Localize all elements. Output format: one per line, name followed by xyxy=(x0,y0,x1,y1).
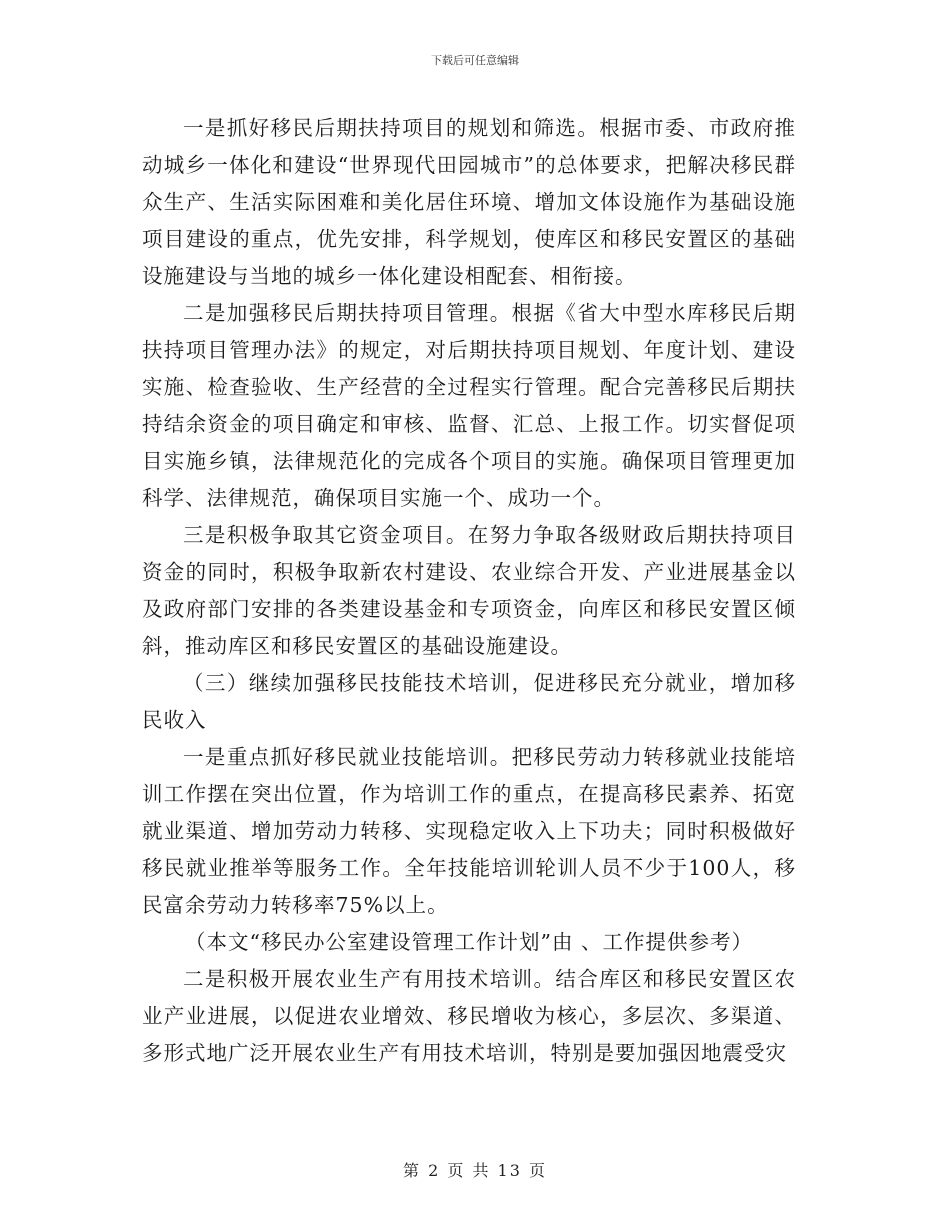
source-note: （本文“移民办公室建设管理工作计划”由 、工作提供参考） xyxy=(185,930,753,954)
section-heading: （三）继续加强移民技能技术培训，促进移民充分就业，增加移民收入 xyxy=(142,671,796,732)
paragraph-planning: 一是抓好移民后期扶持项目的规划和筛选。根据市委、市政府推动城乡一体化和建设“世界现代田园城市”的总体要求，把解决移民群众生产、生活实际困难和美化居住环境、增加文体设施作为基础设施项目建设的重点，优先安排，科学规划，使库区和移民安置区的基础设施建设与当地的城乡一体化建设相配套、相衔接。 xyxy=(142,116,796,288)
paragraph-funding: 三是积极争取其它资金项目。在努力争取各级财政后期扶持项目资金的同时，积极争取新农村建设、农业综合开发、产业进展基金以及政府部门安排的各类建设基金和专项资金，向库区和移民安置区倾斜，推动库区和移民安置区的基础设施建设。 xyxy=(142,523,796,658)
page-header: 下载后可任意编辑 xyxy=(431,54,519,67)
document-body xyxy=(142,110,796,1072)
paragraph-management: 二是加强移民后期扶持项目管理。根据《省大中型水库移民后期扶持项目管理办法》的规定，对后期扶持项目规划、年度计划、建设实施、检查验收、生产经营的全过程实行管理。配合完善移民后期扶持结余资金的项目确定和审核、监督、汇总、上报工作。切实督促项目实施乡镇，法律规范化的完成各个项目的实施。确保项目管理更加科学、法律规范，确保项目实施一个、成功一个。 xyxy=(142,301,796,510)
paragraph-agriculture-training: 二是积极开展农业生产有用技术培训。结合库区和移民安置区农业产业进展，以促进农业增效、移民增收为核心，多层次、多渠道、多形式地广泛开展农业生产有用技术培训，特别是要加强因地震受灾 xyxy=(142,967,796,1065)
page-footer: 第 2 页 共 13 页 xyxy=(403,1161,547,1180)
paragraph-employment-training: 一是重点抓好移民就业技能培训。把移民劳动力转移就业技能培训工作摆在突出位置，作为培训工作的重点，在提高移民素养、拓宽就业渠道、增加劳动力转移、实现稳定收入上下功夫；同时积极做好移民就业推举等服务工作。全年技能培训轮训人员不少于100人，移民富余劳动力转移率75%以上。 xyxy=(142,745,796,917)
